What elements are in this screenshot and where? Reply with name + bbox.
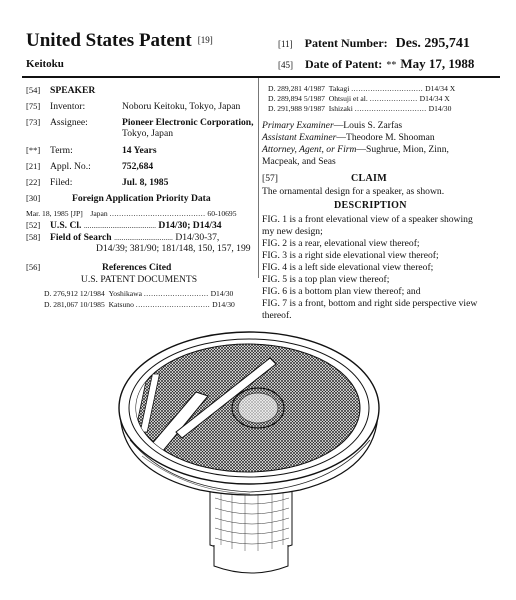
bib-title-row: [54] SPEAKER — [26, 85, 96, 96]
description-line: FIG. 1 is a front elevational view of a speaker showing — [262, 214, 473, 225]
description-heading: DESCRIPTION — [334, 200, 407, 211]
inventor-surname: Keitoku — [26, 58, 64, 70]
us-patent-docs-heading: U.S. PATENT DOCUMENTS — [80, 274, 198, 285]
description-line: FIG. 2 is a rear, elevational view thereof; — [262, 238, 420, 249]
claim-heading: CLAIM — [351, 173, 387, 184]
bib-uscl-row: [52] U.S. Cl. ...................................... D14/30; D14/34 — [26, 220, 222, 231]
title-code: [19] — [197, 35, 213, 45]
description-line: thereof. — [262, 310, 292, 321]
description-line: FIG. 3 is a right side elevational view thereof; — [262, 250, 439, 261]
foreign-priority-row: Mar. 18, 1985 [JP] Japan ........................................ 60-10695 — [26, 209, 237, 218]
date-of-patent-line: [45] Date of Patent: ** May 17, 1988 — [278, 56, 475, 71]
claim-text: The ornamental design for a speaker, as shown. — [262, 186, 445, 197]
description-line: my new design; — [262, 226, 323, 237]
attorney-line2: Macpeak, and Seas — [262, 156, 336, 167]
cited-ref-row: D. 289,894 5/1987 Ohtsuji et al. .................... D14/34 X — [268, 94, 450, 103]
bib-appl-row: [21] Appl. No.: 752,684 — [26, 161, 154, 172]
claim-code: [57] — [262, 173, 278, 184]
cited-ref-row: D. 291,988 9/1987 Ishizaki .............................. D14/30 — [268, 104, 452, 113]
patent-number: Des. 295,741 — [395, 36, 470, 51]
assistant-examiner: Assistant Examiner—Theodore M. Shooman — [262, 132, 435, 143]
date-of-patent: May 17, 1988 — [400, 56, 475, 71]
description-line: FIG. 7 is a front, bottom and right side perspective view — [262, 298, 478, 309]
bib-foreign-row: [30] Foreign Application Priority Data — [26, 193, 211, 204]
bib-inventor-row: [75] Inventor: Noboru Keitoku, Tokyo, Japan — [26, 101, 241, 112]
description-line: FIG. 4 is a left side elevational view thereof; — [262, 262, 434, 273]
bib-field-row: [58] Field of Search ............................... D14/30-37, — [26, 232, 220, 243]
attorney: Attorney, Agent, or Firm—Sughrue, Mion, Zinn, — [262, 144, 449, 155]
bib-refs-row: [56] References Cited — [26, 262, 172, 273]
patent-doc-row: D. 281,067 10/1985 Katsuno ............................... D14/30 — [44, 300, 235, 309]
bib-field-line2: D14/39; 381/90; 181/148, 150, 157, 199 — [96, 243, 251, 254]
patent-number-line: [11] Patent Number: Des. 295,741 — [278, 36, 470, 51]
bib-assignee-line2: Tokyo, Japan — [122, 128, 174, 139]
bib-filed-row: [22] Filed: Jul. 8, 1985 — [26, 177, 169, 188]
cited-ref-row: D. 289,281 4/1987 Takagi .............................. D14/34 X — [268, 84, 456, 93]
primary-examiner: Primary Examiner—Louis S. Zarfas — [262, 120, 403, 131]
bib-assignee-row: [73] Assignee: Pioneer Electronic Corporation, — [26, 117, 254, 128]
patent-doc-row: D. 276,912 12/1984 Yoshikawa ........................... D14/30 — [44, 289, 234, 298]
bib-term-row: [**] Term: 14 Years — [26, 145, 157, 156]
description-line: FIG. 6 is a bottom plan view thereof; and — [262, 286, 421, 297]
description-line: FIG. 5 is a top plan view thereof; — [262, 274, 390, 285]
patent-title: United States Patent [19] — [26, 30, 213, 51]
